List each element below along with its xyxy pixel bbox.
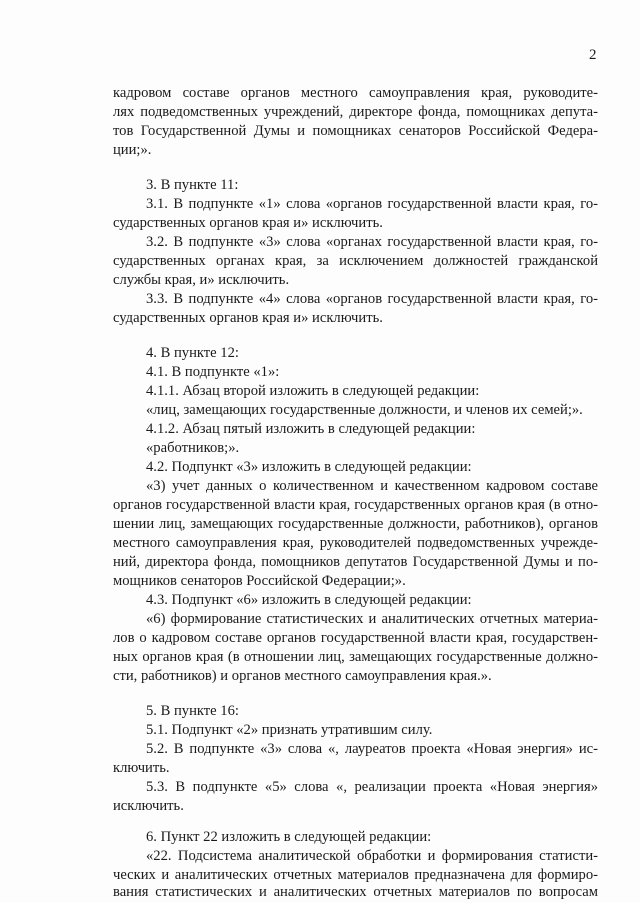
text-line: ных органов края (в отношении лиц, замещающих государственные должно- xyxy=(113,649,598,665)
text-line: сударственных органов края и» исключить. xyxy=(113,215,383,231)
text-line: ний, директора фонда, помощников депутатов Государственной Думы и по- xyxy=(113,554,598,570)
page-number: 2 xyxy=(589,47,597,63)
text-line: 3.3. В подпункте «4» слова «органов государственной власти края, го- xyxy=(146,291,598,307)
text-line: органов государственной власти края, государственных органов края (в отно- xyxy=(113,497,598,513)
text-line: «22. Подсистема аналитической обработки и формирования статисти- xyxy=(146,848,598,864)
text-line: «3) учет данных о количественном и качественном кадровом составе xyxy=(146,478,598,494)
text-line: лов о кадровом составе органов государственной власти края, государствен- xyxy=(113,630,598,646)
text-line: тов Государственной Думы и помощниках сенаторов Российской Федера- xyxy=(113,123,598,139)
text-line: «работников;». xyxy=(146,440,240,456)
text-line: исключить. xyxy=(113,798,184,814)
text-line: ческих и аналитических отчетных материалов предназначена для формиро- xyxy=(113,867,598,883)
text-line: ции;». xyxy=(113,142,152,158)
text-line: сти, работников) и органов местного самоуправления края.». xyxy=(113,668,492,684)
text-line: кадровом составе органов местного самоуправления края, руководите- xyxy=(113,85,598,101)
text-line: 4.3. Подпункт «6» изложить в следующей редакции: xyxy=(146,592,472,608)
text-line: местного самоуправления края, руководителей подведомственных учрежде- xyxy=(113,535,598,551)
text-line: вания статистических и аналитических отчетных материалов по вопросам xyxy=(113,884,598,900)
text-line: 4.2. Подпункт «3» изложить в следующей редакции: xyxy=(146,459,472,475)
text-line: ключить. xyxy=(113,760,170,776)
text-line: 4.1.1. Абзац второй изложить в следующей редакции: xyxy=(146,383,480,399)
text-line: 4.1. В подпункте «1»: xyxy=(146,364,280,380)
text-line: 3.2. В подпункте «3» слова «органах государственной власти края, го- xyxy=(146,234,598,250)
text-line: лях подведомственных учреждений, директоре фонда, помощниках депута- xyxy=(113,104,598,120)
section-heading: 4. В пункте 12: xyxy=(146,345,239,361)
section-heading: 3. В пункте 11: xyxy=(146,177,239,193)
section-heading: 6. Пункт 22 изложить в следующей редакции: xyxy=(146,829,432,845)
text-line: службы края, и» исключить. xyxy=(113,272,290,288)
text-line: 5.3. В подпункте «5» слова «, реализации проекта «Новая энергия» xyxy=(146,779,598,795)
text-line: 4.1.2. Абзац пятый изложить в следующей редакции: xyxy=(146,421,476,437)
text-line: сударственных органах края, за исключением должностей гражданской xyxy=(113,253,598,269)
text-line: 5.2. В подпункте «3» слова «, лауреатов проекта «Новая энергия» ис- xyxy=(146,741,598,757)
text-line: «лиц, замещающих государственные должности, и членов их семей;». xyxy=(146,402,583,418)
text-line: «6) формирование статистических и аналитических отчетных материа- xyxy=(146,611,598,627)
text-line: 5.1. Подпункт «2» признать утратившим силу. xyxy=(146,722,433,738)
section-heading: 5. В пункте 16: xyxy=(146,703,239,719)
text-line: сударственных органов края и» исключить. xyxy=(113,310,383,326)
text-line: мощников сенаторов Российской Федерации;». xyxy=(113,573,406,589)
text-line: 3.1. В подпункте «1» слова «органов государственной власти края, го- xyxy=(146,196,598,212)
text-line: шении лиц, замещающих государственные должности, работников), органов xyxy=(113,516,598,532)
